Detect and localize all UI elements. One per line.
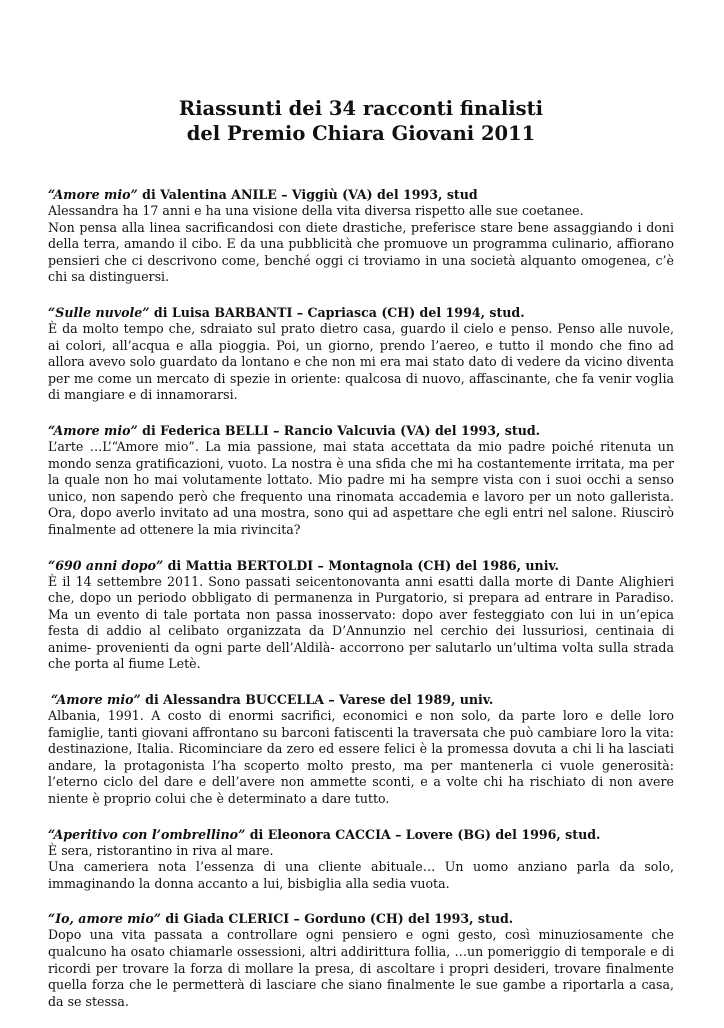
author-info: di Mattia BERTOLDI – Montagnola (CH) del 1986, univ.	[163, 557, 559, 573]
document-title	[48, 96, 674, 146]
summary-paragraph: Alessandra ha 17 anni e ha una visione della vita diversa rispetto alle sue coetanee.	[48, 203, 584, 218]
entry-bertoldi	[48, 557, 674, 674]
entry-summary	[48, 574, 674, 674]
entry-summary	[48, 927, 674, 1010]
summary-paragraph: Una cameriera nota l’essenza di una cliente abituale… Un uomo anziano parla da solo, immaginando la donna accanto a lui, bisbiglia alla sedia vuota.	[48, 859, 674, 891]
entry-heading	[48, 691, 674, 708]
author-info: di Alessandra BUCCELLA – Varese del 1989, univ.	[140, 692, 494, 708]
entry-heading	[48, 422, 674, 439]
summary-paragraph: L’arte …L’“Amore mio”. La mia passione, mai stata accettata da mio padre poiché ritenuta un mondo senza gratificazioni, vuoto. La nostra è una sfida che mi ha costantemente irritata, ma per la quale non ho mai volutamente lottato. Mio padre mi ha sempre vista con i suoi occhi a senso unico, non sapendo però che frequento una rinomata accademia e lavoro per un noto gallerista. Ora, dopo averlo invitato ad una mostra, sono qui ad aspettare che egli entri nel salone. Riuscirò finalmente ad ottenere la mia rivincita?	[48, 438, 674, 537]
author-info: di Valentina ANILE – Viggiù (VA) del 1993, stud	[137, 187, 478, 202]
entry-belli	[48, 422, 674, 539]
entry-buccella	[48, 691, 674, 808]
summary-paragraph: È sera, ristorantino in riva al mare.	[48, 842, 274, 858]
summary-paragraph: Non pensa alla linea sacrificandosi con diete drastiche, preferisce stare bene assaggiando i doni della terra, amando il cibo. E da una pubblicità che promuove un programma culinario, affiorano pensieri che ci descrivono come, benché oggi ci troviamo in una società alquanto omogenea, c’è chi sa distinguersi.	[48, 219, 674, 285]
story-title: “Aperitivo con l’ombrellino”	[48, 826, 246, 842]
author-info: di Eleonora CACCIA – Lovere (BG) del 1996, stud.	[245, 826, 601, 842]
entry-heading	[48, 557, 674, 574]
story-title: “Sulle nuvole”	[48, 304, 150, 320]
entry-clerici	[48, 910, 674, 1010]
summary-paragraph: Albania, 1991. A costo di enormi sacrifici, economici e non solo, da parte loro e delle loro famiglie, tanti giovani affrontano su barconi fatiscenti la traversata che può cambiare loro la vita: destinazione, Italia. Ricominciare da zero ed essere felici è la promessa dovuta a chi li ha lasciati andare, la protagonista l’ha scoperto molto presto, ma per mantenerla ci vuole generosità: l’eterno ciclo del dare e dell’avere non ammette sconti, e a volte chi ha rischiato di non avere niente è proprio colui che è determinato a dare tutto.	[48, 708, 674, 807]
entry-caccia	[48, 826, 674, 893]
entry-summary	[48, 708, 674, 808]
author-info: di Giada CLERICI – Gorduno (CH) del 1993, stud.	[160, 911, 514, 927]
title-line-1: Riassunti dei 34 racconti finalisti	[178, 97, 544, 120]
story-title: “Amore mio”	[48, 422, 138, 438]
story-title: “690 anni dopo”	[48, 557, 164, 573]
summary-paragraph: È il 14 settembre 2011. Sono passati seicentonovanta anni esatti dalla morte di Dante Alighieri che, dopo un periodo obbligato di permanenza in Purgatorio, si prepara ad entrare in Paradiso. Ma un evento di tale portata non passa inosservato: dopo aver festeggiato con lui in un’epica festa di addio al celibato organizzata da D’Annunzio nel cerchio dei lussuriosi, centinaia di anime- provenienti da ogni parte dell’Aldilà- accorrono per salutarlo un’ultima volta sulla strada che porta al fiume Letè.	[48, 573, 674, 672]
story-title: “Amore mio”	[48, 187, 138, 202]
story-title: “Io, amore mio”	[48, 911, 161, 927]
entry-heading	[48, 186, 674, 203]
entry-barbanti	[48, 304, 674, 404]
entry-heading	[48, 910, 674, 927]
title-line-2: del Premio Chiara Giovani 2011	[186, 122, 536, 145]
story-title: “Amore mio”	[51, 692, 141, 708]
entry-summary	[48, 439, 674, 539]
entry-anile	[48, 186, 674, 286]
author-info: di Luisa BARBANTI – Capriasca (CH) del 1994, stud.	[149, 304, 525, 320]
entry-heading	[48, 304, 674, 321]
summary-paragraph: Dopo una vita passata a controllare ogni pensiero e ogni gesto, così minuziosamente che qualcuno ha osato chiamarle ossessioni, altri addirittura follia, …un pomeriggio di temporale e di ricordi per trovare la forza di mollare la presa, di ascoltare i propri desideri, trovare finalmente quella forza che le permetterà di lasciare che siano finalmente le sue gambe a riportarla a casa, da se stessa.	[48, 927, 674, 1009]
document-page	[48, 96, 674, 1028]
summary-paragraph: È da molto tempo che, sdraiato sul prato dietro casa, guardo il cielo e penso. Penso alle nuvole, ai colori, all’acqua e alla pioggia. Poi, un giorno, prendo l’aereo, e tutto il mondo che fino ad allora avevo solo guardato da lontano e che non mi era mai stato dato di vedere da vicino diventa per me come un mercato di spezie in oriente: qualcosa di nuovo, affascinante, che fa venir voglia di mangiare e di innamorarsi.	[48, 320, 674, 403]
entry-heading	[48, 826, 674, 843]
entry-summary	[48, 843, 674, 893]
entry-summary	[48, 321, 674, 404]
author-info: di Federica BELLI – Rancio Valcuvia (VA) del 1993, stud.	[137, 422, 541, 438]
entry-summary	[48, 203, 674, 286]
